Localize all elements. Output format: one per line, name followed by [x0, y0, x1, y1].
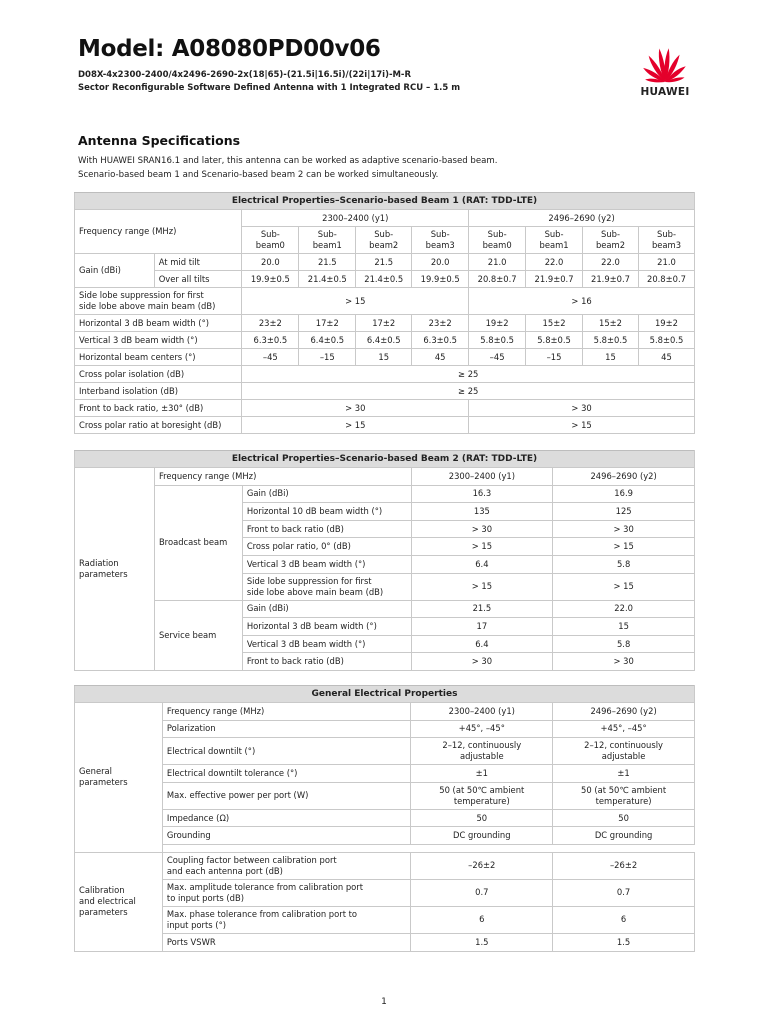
sidelobe-label: Side lobe suppression for first side lobe above main beam (dB) [75, 288, 242, 315]
row-label: Impedance (Ω) [162, 809, 410, 827]
table-cell: > 15 [553, 538, 695, 556]
service-beam-label: Service beam [154, 600, 242, 670]
intro-line-1: With HUAWEI SRAN16.1 and later, this antenna can be worked as adaptive scenario-based beam. [78, 156, 498, 166]
table-cell: 6.4 [411, 635, 553, 653]
hcenters-label: Horizontal beam centers (°) [75, 349, 242, 366]
table-cell: ±1 [411, 765, 553, 783]
table-cell: 17±2 [356, 315, 412, 332]
table-cell: 15 [356, 349, 412, 366]
subbeam-header: Sub- beam0 [469, 227, 526, 254]
table-cell: 15 [553, 618, 695, 636]
table-cell: > 15 [411, 538, 553, 556]
table-cell: DC grounding [553, 827, 695, 845]
table-cell: 19±2 [469, 315, 526, 332]
table-cell: –26±2 [411, 852, 553, 879]
row-label: Vertical 3 dB beam width (°) [242, 635, 411, 653]
table-cell: > 30 [469, 400, 695, 417]
table-cell: > 30 [242, 400, 469, 417]
table-cell: 21.5 [411, 600, 553, 618]
freq-range-label: Frequency range (MHz) [75, 210, 242, 254]
table-cell: 17 [411, 618, 553, 636]
table-cell: 6 [411, 906, 553, 933]
table-cell: 6.4±0.5 [299, 332, 356, 349]
table-cell: 21.5 [356, 254, 412, 271]
table-cell: 15 [583, 349, 639, 366]
table-cell: 50 (at 50℃ ambient temperature) [411, 782, 553, 809]
table-cell: 5.8±0.5 [583, 332, 639, 349]
subbeam-header: Sub- beam1 [299, 227, 356, 254]
ftb-label: Front to back ratio, ±30° (dB) [75, 400, 242, 417]
row-label: Horizontal 3 dB beam width (°) [242, 618, 411, 636]
table-cell: 20.0 [242, 254, 299, 271]
section-title: Antenna Specifications [78, 133, 241, 148]
subbeam-header: Sub- beam3 [412, 227, 469, 254]
row-label: Gain (dBi) [242, 485, 411, 503]
table-cell: 22.0 [583, 254, 639, 271]
table-cell: 17±2 [299, 315, 356, 332]
table-cell: 45 [638, 349, 694, 366]
table-cell: –45 [469, 349, 526, 366]
table-cell: > 30 [553, 653, 695, 671]
cpi-label: Cross polar isolation (dB) [75, 366, 242, 383]
row-label: Electrical downtilt (°) [162, 738, 410, 765]
interband-label: Interband isolation (dB) [75, 383, 242, 400]
beam1-table [74, 192, 695, 434]
table-cell: 0.7 [553, 879, 695, 906]
row-label: Max. effective power per port (W) [162, 782, 410, 809]
row-label: Frequency range (MHz) [162, 703, 410, 721]
row-label: Gain (dBi) [242, 600, 411, 618]
table-cell: > 30 [553, 520, 695, 538]
table-cell: 0.7 [411, 879, 553, 906]
table-cell: 45 [412, 349, 469, 366]
subbeam-header: Sub- beam0 [242, 227, 299, 254]
table-cell: 2300–2400 (y1) [411, 703, 553, 721]
table-cell: –26±2 [553, 852, 695, 879]
table-cell: 15±2 [526, 315, 583, 332]
table-cell: 135 [411, 503, 553, 521]
subbeam-header: Sub- beam2 [356, 227, 412, 254]
table-cell: 125 [553, 503, 695, 521]
row-label: Max. phase tolerance from calibration port to input ports (°) [162, 906, 410, 933]
table-cell: 21.0 [469, 254, 526, 271]
logo-text: HUAWEI [640, 86, 690, 98]
table-cell: 6.4 [411, 555, 553, 573]
calibration-group-label: Calibration and electrical parameters [75, 852, 163, 951]
broadcast-beam-label: Broadcast beam [154, 485, 242, 600]
row-label: Electrical downtilt tolerance (°) [162, 765, 410, 783]
table-cell: –15 [299, 349, 356, 366]
band-y2-header: 2496–2690 (y2) [553, 468, 695, 486]
row-label: Polarization [162, 720, 410, 738]
row-label: Vertical 3 dB beam width (°) [242, 555, 411, 573]
model-description: Sector Reconfigurable Software Defined Antenna with 1 Integrated RCU – 1.5 m [78, 83, 461, 93]
table-cell: 16.9 [553, 485, 695, 503]
table-cell: 21.4±0.5 [356, 271, 412, 288]
cpr-label: Cross polar ratio at boresight (dB) [75, 417, 242, 434]
spacer [162, 844, 694, 852]
row-label: Ports VSWR [162, 933, 410, 951]
model-code: D08X-4x2300-2400/4x2496-2690-2x(18|65)-(21.5i|16.5i)/(22i|17i)-M-R [78, 70, 412, 80]
table-cell: 2496–2690 (y2) [553, 703, 695, 721]
table-cell: 22.0 [526, 254, 583, 271]
band-y1-header: 2300–2400 (y1) [242, 210, 469, 227]
freq-range-label: Frequency range (MHz) [154, 468, 411, 486]
general-table-title: General Electrical Properties [75, 686, 695, 703]
table-cell: 5.8±0.5 [469, 332, 526, 349]
table-cell: ±1 [553, 765, 695, 783]
table-cell: 19.9±0.5 [412, 271, 469, 288]
table-cell: 22.0 [553, 600, 695, 618]
general-electrical-table [74, 685, 695, 952]
table-cell: > 15 [411, 573, 553, 600]
row-label: Side lobe suppression for first side lobe above main beam (dB) [242, 573, 411, 600]
beam1-table-title: Electrical Properties–Scenario-based Beam 1 (RAT: TDD-LTE) [75, 193, 695, 210]
table-cell: 15±2 [583, 315, 639, 332]
row-label: Coupling factor between calibration port and each antenna port (dB) [162, 852, 410, 879]
table-cell: 20.0 [412, 254, 469, 271]
table-cell: > 15 [553, 573, 695, 600]
table-cell: 6.4±0.5 [356, 332, 412, 349]
general-group-label: General parameters [75, 703, 163, 853]
table-cell: –15 [526, 349, 583, 366]
table-cell: > 30 [411, 653, 553, 671]
table-cell: 6.3±0.5 [242, 332, 299, 349]
row-label: Max. amplitude tolerance from calibration port to input ports (dB) [162, 879, 410, 906]
table-cell: 2–12, continuously adjustable [553, 738, 695, 765]
table-cell: 23±2 [412, 315, 469, 332]
table-cell: 20.8±0.7 [469, 271, 526, 288]
table-cell: +45°, –45° [553, 720, 695, 738]
table-cell: 1.5 [553, 933, 695, 951]
table-cell: 16.3 [411, 485, 553, 503]
table-cell: 6 [553, 906, 695, 933]
row-label: Front to back ratio (dB) [242, 653, 411, 671]
table-cell: 50 [411, 809, 553, 827]
table-cell: 19.9±0.5 [242, 271, 299, 288]
table-cell: DC grounding [411, 827, 553, 845]
table-cell: > 30 [411, 520, 553, 538]
mid-tilt-label: At mid tilt [154, 254, 242, 271]
document-header [78, 36, 698, 93]
row-label: Horizontal 10 dB beam width (°) [242, 503, 411, 521]
table-cell: 21.4±0.5 [299, 271, 356, 288]
table-cell: 5.8±0.5 [638, 332, 694, 349]
table-cell: 50 (at 50℃ ambient temperature) [553, 782, 695, 809]
table-cell: 21.9±0.7 [583, 271, 639, 288]
table-cell: 1.5 [411, 933, 553, 951]
subbeam-header: Sub- beam3 [638, 227, 694, 254]
table-cell: ≥ 25 [242, 366, 695, 383]
table-cell: 50 [553, 809, 695, 827]
subbeam-header: Sub- beam1 [526, 227, 583, 254]
table-cell: 21.9±0.7 [526, 271, 583, 288]
h3db-label: Horizontal 3 dB beam width (°) [75, 315, 242, 332]
subbeam-header: Sub- beam2 [583, 227, 639, 254]
table-cell: 5.8 [553, 555, 695, 573]
intro-line-2: Scenario-based beam 1 and Scenario-based beam 2 can be worked simultaneously. [78, 170, 439, 180]
table-cell: > 15 [242, 288, 469, 315]
table-cell: 19±2 [638, 315, 694, 332]
table-cell: 21.0 [638, 254, 694, 271]
gain-label: Gain (dBi) [75, 254, 155, 288]
v3db-label: Vertical 3 dB beam width (°) [75, 332, 242, 349]
table-cell: 6.3±0.5 [412, 332, 469, 349]
intro-text [78, 154, 698, 182]
table-cell: > 15 [469, 417, 695, 434]
model-title: Model: A08080PD00v06 [78, 36, 381, 62]
row-label: Grounding [162, 827, 410, 845]
table-cell: 20.8±0.7 [638, 271, 694, 288]
beam2-table [74, 450, 695, 671]
all-tilts-label: Over all tilts [154, 271, 242, 288]
table-cell: 2–12, continuously adjustable [411, 738, 553, 765]
table-cell: > 15 [242, 417, 469, 434]
table-cell: –45 [242, 349, 299, 366]
table-cell: 23±2 [242, 315, 299, 332]
radiation-group-label: Radiation parameters [75, 468, 155, 671]
table-cell: +45°, –45° [411, 720, 553, 738]
table-cell: > 16 [469, 288, 695, 315]
table-cell: ≥ 25 [242, 383, 695, 400]
table-cell: 21.5 [299, 254, 356, 271]
page-number: 1 [381, 997, 387, 1007]
row-label: Cross polar ratio, 0° (dB) [242, 538, 411, 556]
table-cell: 5.8±0.5 [526, 332, 583, 349]
row-label: Front to back ratio (dB) [242, 520, 411, 538]
table-cell: 5.8 [553, 635, 695, 653]
band-y2-header: 2496–2690 (y2) [469, 210, 695, 227]
beam2-table-title: Electrical Properties–Scenario-based Beam 2 (RAT: TDD-LTE) [75, 451, 695, 468]
band-y1-header: 2300–2400 (y1) [411, 468, 553, 486]
